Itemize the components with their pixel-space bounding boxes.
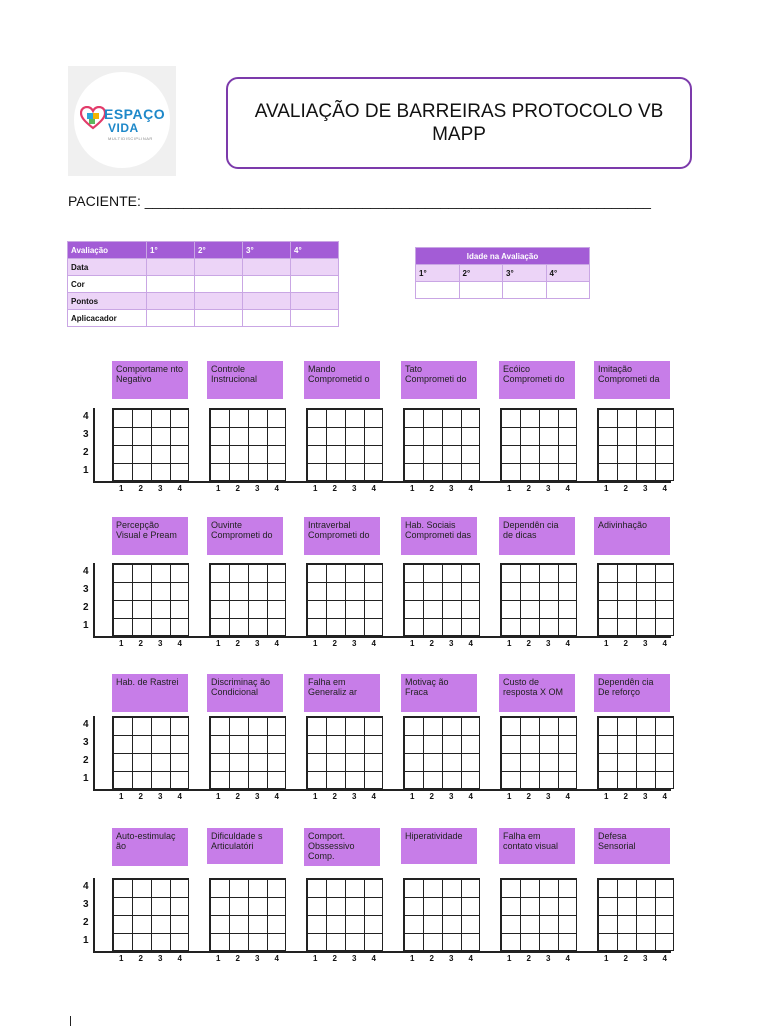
x-axis-label: 4 <box>371 792 376 801</box>
score-grid[interactable] <box>209 878 286 951</box>
x-axis-label: 2 <box>526 639 531 648</box>
age-table-title: Idade na Avaliação <box>416 248 590 265</box>
table-cell[interactable] <box>243 259 291 276</box>
barrier-label: Ecóico Comprometi do <box>499 361 575 399</box>
age-table-title-row <box>416 248 590 265</box>
x-axis-label: 2 <box>332 484 337 493</box>
score-grid[interactable] <box>403 408 480 481</box>
y-axis-label: 4 <box>83 566 89 577</box>
x-axis-label: 1 <box>119 792 124 801</box>
x-axis-label: 2 <box>235 639 240 648</box>
x-axis-label: 1 <box>216 484 221 493</box>
y-axis-label: 2 <box>83 602 89 613</box>
x-axis-line <box>93 636 671 638</box>
table-cell[interactable] <box>195 276 243 293</box>
x-axis-label: 3 <box>158 792 163 801</box>
x-axis-line <box>93 481 671 483</box>
x-axis-label: 4 <box>274 484 279 493</box>
table-cell[interactable] <box>243 293 291 310</box>
x-axis-label: 3 <box>643 484 648 493</box>
table-row <box>68 310 339 327</box>
x-axis-label: 3 <box>449 639 454 648</box>
logo-text-line3: MULTIDISCIPLINAR <box>108 136 153 141</box>
header-cell: 3° <box>243 242 291 259</box>
y-axis-label: 2 <box>83 917 89 928</box>
score-grid[interactable] <box>597 716 674 789</box>
x-axis-label: 2 <box>332 954 337 963</box>
y-axis-line <box>93 563 95 638</box>
score-grid[interactable] <box>209 408 286 481</box>
y-axis-label: 2 <box>83 755 89 766</box>
x-axis-label: 2 <box>623 639 628 648</box>
barrier-label: Tato Comprometi do <box>401 361 477 399</box>
page-title <box>226 77 692 169</box>
x-axis-label: 1 <box>119 484 124 493</box>
table-cell[interactable] <box>147 293 195 310</box>
heart-puzzle-icon <box>80 106 106 130</box>
x-axis-label: 2 <box>235 792 240 801</box>
table-row <box>68 293 339 310</box>
row-label: Cor <box>68 276 147 293</box>
x-axis-label: 2 <box>526 792 531 801</box>
x-axis-label: 3 <box>449 484 454 493</box>
header-cell: Avaliação <box>68 242 147 259</box>
x-axis-label: 4 <box>565 639 570 648</box>
x-axis-label: 2 <box>429 484 434 493</box>
x-axis-label: 3 <box>546 484 551 493</box>
header-cell: 2° <box>195 242 243 259</box>
y-axis-label: 1 <box>83 620 89 631</box>
x-axis-label: 4 <box>565 954 570 963</box>
x-axis-label: 3 <box>449 792 454 801</box>
x-axis-label: 4 <box>468 954 473 963</box>
table-cell[interactable] <box>147 259 195 276</box>
x-axis-label: 1 <box>604 954 609 963</box>
barrier-label: Motivaç ão Fraca <box>401 674 477 712</box>
barrier-label: Dificuldade s Articulatóri <box>207 828 283 864</box>
x-axis-label: 1 <box>604 792 609 801</box>
x-axis-label: 1 <box>119 639 124 648</box>
score-grid[interactable] <box>500 563 577 636</box>
x-axis-label: 4 <box>177 484 182 493</box>
barrier-label: Dependên cia de dicas <box>499 517 575 555</box>
y-axis-label: 3 <box>83 584 89 595</box>
x-axis-label: 3 <box>546 954 551 963</box>
x-axis-label: 2 <box>235 954 240 963</box>
x-axis-label: 2 <box>526 954 531 963</box>
header-cell: 2° <box>459 265 503 282</box>
x-axis-label: 3 <box>255 792 260 801</box>
score-grid[interactable] <box>209 563 286 636</box>
clinic-logo <box>68 66 176 176</box>
text-cursor <box>70 1016 71 1026</box>
x-axis-label: 4 <box>565 484 570 493</box>
score-grid[interactable] <box>597 563 674 636</box>
barrier-label: Controle Instrucional <box>207 361 283 399</box>
x-axis-label: 1 <box>313 639 318 648</box>
x-axis-label: 2 <box>526 484 531 493</box>
x-axis-label: 2 <box>332 792 337 801</box>
x-axis-label: 3 <box>352 639 357 648</box>
logo-text-line1: ESPAÇO <box>104 106 166 122</box>
x-axis-line <box>93 951 671 953</box>
x-axis-label: 2 <box>429 954 434 963</box>
x-axis-label: 4 <box>662 639 667 648</box>
x-axis-label: 1 <box>119 954 124 963</box>
x-axis-label: 2 <box>429 792 434 801</box>
x-axis-label: 4 <box>177 954 182 963</box>
x-axis-label: 4 <box>468 484 473 493</box>
x-axis-label: 2 <box>623 484 628 493</box>
row-label: Data <box>68 259 147 276</box>
x-axis-label: 4 <box>565 792 570 801</box>
x-axis-label: 1 <box>216 639 221 648</box>
x-axis-label: 1 <box>410 954 415 963</box>
barrier-label: Comport. Obssessivo Comp. <box>304 828 380 866</box>
y-axis-line <box>93 716 95 791</box>
score-grid[interactable] <box>500 878 577 951</box>
table-cell[interactable] <box>243 310 291 327</box>
x-axis-label: 3 <box>158 639 163 648</box>
score-grid[interactable] <box>306 408 383 481</box>
x-axis-label: 1 <box>507 954 512 963</box>
score-grid[interactable] <box>403 563 480 636</box>
age-table <box>415 247 590 299</box>
barrier-label: Percepção Visual e Pream <box>112 517 188 555</box>
x-axis-label: 2 <box>623 954 628 963</box>
x-axis-label: 4 <box>371 639 376 648</box>
table-cell[interactable] <box>291 259 339 276</box>
y-axis-label: 4 <box>83 881 89 892</box>
y-axis-label: 3 <box>83 899 89 910</box>
x-axis-label: 1 <box>604 484 609 493</box>
y-axis-label: 1 <box>83 935 89 946</box>
table-cell[interactable] <box>147 310 195 327</box>
table-row <box>68 259 339 276</box>
y-axis-label: 4 <box>83 411 89 422</box>
x-axis-label: 4 <box>662 954 667 963</box>
x-axis-label: 1 <box>313 792 318 801</box>
score-grid[interactable] <box>500 408 577 481</box>
y-axis-label: 1 <box>83 773 89 784</box>
x-axis-label: 1 <box>507 792 512 801</box>
x-axis-label: 1 <box>313 954 318 963</box>
y-axis-label: 3 <box>83 737 89 748</box>
table-cell[interactable] <box>195 259 243 276</box>
barrier-label: Falha em Generaliz ar <box>304 674 380 712</box>
barrier-label: Dependên cia De reforço <box>594 674 670 712</box>
header-cell: 4° <box>546 265 590 282</box>
x-axis-label: 1 <box>604 639 609 648</box>
y-axis-label: 3 <box>83 429 89 440</box>
barrier-label: Hab. Sociais Comprometi das <box>401 517 477 555</box>
table-cell[interactable] <box>291 293 339 310</box>
x-axis-label: 3 <box>643 954 648 963</box>
table-cell[interactable] <box>459 282 503 299</box>
barrier-label: Ouvinte Comprometi do <box>207 517 283 555</box>
barrier-label: Falha em contato visual <box>499 828 575 864</box>
score-grid[interactable] <box>112 878 189 951</box>
x-axis-label: 4 <box>274 954 279 963</box>
evaluation-table <box>67 241 339 327</box>
x-axis-label: 3 <box>255 954 260 963</box>
x-axis-label: 1 <box>410 639 415 648</box>
x-axis-label: 4 <box>468 792 473 801</box>
score-grid[interactable] <box>500 716 577 789</box>
barrier-label: Hab. de Rastrei <box>112 674 188 712</box>
barrier-label: Hiperatividade <box>401 828 477 864</box>
x-axis-label: 2 <box>332 639 337 648</box>
x-axis-label: 3 <box>255 639 260 648</box>
x-axis-label: 1 <box>507 639 512 648</box>
x-axis-label: 4 <box>177 792 182 801</box>
table-cell[interactable] <box>195 310 243 327</box>
barrier-label: Imitação Comprometi da <box>594 361 670 399</box>
table-row <box>68 276 339 293</box>
x-axis-label: 1 <box>507 484 512 493</box>
x-axis-label: 4 <box>662 484 667 493</box>
age-table-header <box>416 265 590 282</box>
score-grid[interactable] <box>597 878 674 951</box>
x-axis-label: 4 <box>662 792 667 801</box>
table-cell[interactable] <box>195 293 243 310</box>
y-axis-label: 1 <box>83 465 89 476</box>
x-axis-label: 3 <box>352 954 357 963</box>
barrier-label: Auto-estimulaç ão <box>112 828 188 866</box>
x-axis-label: 1 <box>313 484 318 493</box>
x-axis-label: 4 <box>468 639 473 648</box>
x-axis-label: 3 <box>643 792 648 801</box>
row-label: Pontos <box>68 293 147 310</box>
barrier-label: Intraverbal Comprometi do <box>304 517 380 555</box>
table-cell[interactable] <box>503 282 547 299</box>
header-cell: 1° <box>147 242 195 259</box>
score-grid[interactable] <box>112 563 189 636</box>
score-grid[interactable] <box>403 716 480 789</box>
table-cell[interactable] <box>291 310 339 327</box>
x-axis-label: 1 <box>216 792 221 801</box>
score-grid[interactable] <box>112 716 189 789</box>
x-axis-label: 3 <box>158 954 163 963</box>
header-cell: 3° <box>503 265 547 282</box>
barrier-label: Defesa Sensorial <box>594 828 670 864</box>
logo-text-line2: VIDA <box>108 121 139 135</box>
table-cell[interactable] <box>291 276 339 293</box>
score-grid[interactable] <box>597 408 674 481</box>
score-grid[interactable] <box>306 563 383 636</box>
x-axis-label: 3 <box>546 639 551 648</box>
x-axis-label: 2 <box>623 792 628 801</box>
x-axis-label: 2 <box>138 792 143 801</box>
y-axis-label: 4 <box>83 719 89 730</box>
x-axis-label: 1 <box>410 792 415 801</box>
row-label: Aplicacador <box>68 310 147 327</box>
x-axis-label: 1 <box>410 484 415 493</box>
header-cell: 1° <box>416 265 460 282</box>
table-row <box>416 282 590 299</box>
x-axis-label: 4 <box>274 792 279 801</box>
patient-line: PACIENTE: _________________________________________________________________ <box>68 193 651 209</box>
x-axis-label: 3 <box>158 484 163 493</box>
score-grid[interactable] <box>209 716 286 789</box>
table-cell[interactable] <box>416 282 460 299</box>
header-cell: 4° <box>291 242 339 259</box>
barrier-label: Discriminaç ão Condicional <box>207 674 283 712</box>
x-axis-label: 3 <box>643 639 648 648</box>
x-axis-label: 2 <box>235 484 240 493</box>
x-axis-label: 3 <box>449 954 454 963</box>
x-axis-label: 4 <box>371 954 376 963</box>
score-grid[interactable] <box>306 878 383 951</box>
x-axis-line <box>93 789 671 791</box>
barrier-label: Adivinhação <box>594 517 670 555</box>
score-grid[interactable] <box>306 716 383 789</box>
table-cell[interactable] <box>243 276 291 293</box>
y-axis-line <box>93 878 95 953</box>
x-axis-label: 3 <box>352 484 357 493</box>
x-axis-label: 3 <box>255 484 260 493</box>
score-grid[interactable] <box>112 408 189 481</box>
table-cell[interactable] <box>147 276 195 293</box>
x-axis-label: 3 <box>352 792 357 801</box>
table-cell[interactable] <box>546 282 590 299</box>
x-axis-label: 2 <box>429 639 434 648</box>
y-axis-label: 2 <box>83 447 89 458</box>
x-axis-label: 4 <box>371 484 376 493</box>
x-axis-label: 3 <box>546 792 551 801</box>
evaluation-table-header <box>68 242 339 259</box>
barrier-label: Mando Comprometid o <box>304 361 380 399</box>
barrier-label: Custo de resposta X OM <box>499 674 575 712</box>
score-grid[interactable] <box>403 878 480 951</box>
x-axis-label: 2 <box>138 484 143 493</box>
x-axis-label: 2 <box>138 639 143 648</box>
x-axis-label: 4 <box>274 639 279 648</box>
x-axis-label: 2 <box>138 954 143 963</box>
x-axis-label: 4 <box>177 639 182 648</box>
y-axis-line <box>93 408 95 483</box>
barrier-label: Comportame nto Negativo <box>112 361 188 399</box>
page-title-text: AVALIAÇÃO DE BARREIRAS PROTOCOLO VB MAPP <box>254 101 664 145</box>
x-axis-label: 1 <box>216 954 221 963</box>
